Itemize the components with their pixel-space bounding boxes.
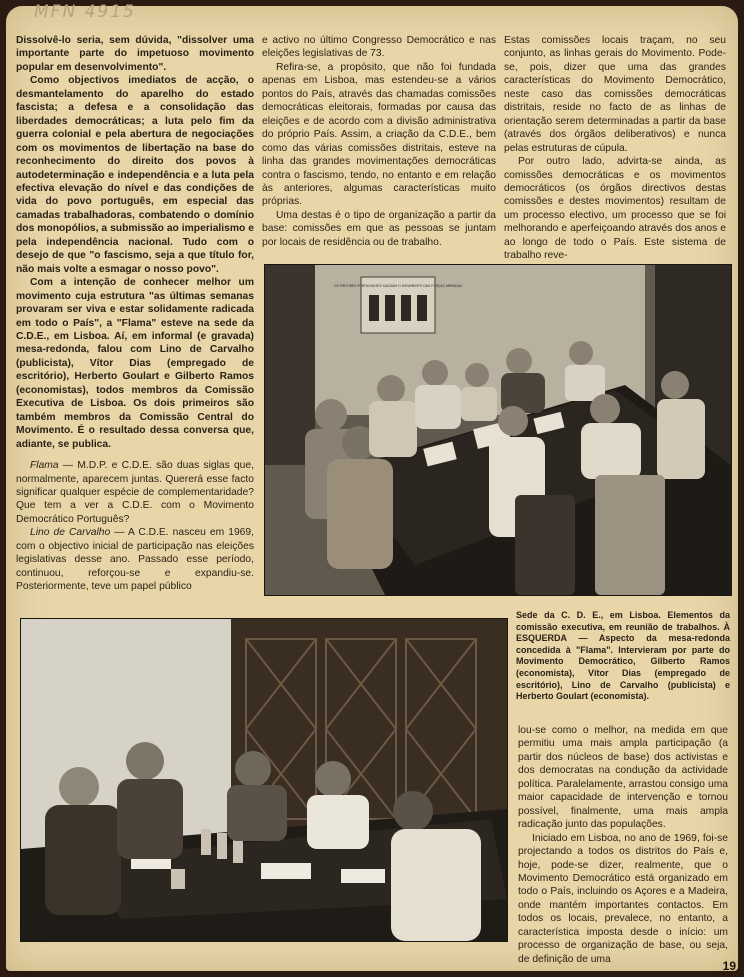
lead-paragraph-3: Com a intenção de conhecer melhor um movimento cuja estrutura "as últimas semanas provaram ser viva e estar solidamente radicada em todo o País", a "Flama" esteve na sede da C.D.E., em Lisboa. Aí, em informal (e gravada) mesa-redonda, falou com Lino de Carvalho (publicista), Vítor Dias (empregado de escritório), Herberto Goulart e Gilberto Ramos (economistas), todos membros da Comissão Executiva de Lisboa. Os dois primeiros são também membros da Comissão Central do Movimento. É o resultado dessa conversa que, adiante, se publica. <box>16 277 254 450</box>
poster-text: OS PINTORES PORTUGUESES SAÚDAM O MOVIMENTO DAS FORÇAS ARMADAS <box>333 284 463 288</box>
question-speaker: Flama <box>30 460 59 472</box>
answer-speaker: Lino de Carvalho <box>30 527 111 539</box>
question-text: M.D.P. e C.D.E. são duas siglas que, normalmente, aparecem juntas. Quererá esse facto significar qualquer espécie de complementaridade? Que tem a ver a C.D.E. com o Movimento Democrático Português? <box>16 460 254 525</box>
col3-paragraph-1: Estas comissões locais traçam, no seu conjunto, as linhas gerais do Movimento. Pode-se, pois, dizer que uma das grandes características do Movimento Democrático, neste caso das comissões democráticas distritais, reside no facto de as linhas de orientação serem determinadas a partir da base (através dos órgãos deliberativos) e nunca pelas estruturas de cúpula. <box>504 35 726 154</box>
col2-paragraph-1: e activo no último Congresso Democrático e nas eleições legislativas de 73. <box>262 35 496 60</box>
col3-paragraph-2: Por outro lado, advirta-se ainda, as comissões democráticas e os movimentos democráticos (os órgãos directivos destas comissões e destes movimentos) resultam de um processo electivo, um processo que se foi melhorando e aperfeiçoando através dos anos e ao longo de todo o País. Este sistema de trabalho reve- <box>504 156 726 262</box>
magazine-page <box>6 2 738 973</box>
round-table-photo <box>20 618 508 942</box>
lead-paragraph-1: Dissolvê-lo seria, sem dúvida, "dissolver uma importante parte do impetuoso movimento popular em desenvolvimento". <box>16 35 254 73</box>
col2-paragraph-3: Uma destas é o tipo de organização a partir da base: comissões em que as pessoas se juntam por locais de residência ou de trabalho. <box>262 209 496 248</box>
page-number: 19 <box>722 959 736 973</box>
text-column-2 <box>262 34 496 249</box>
text-column-1 <box>16 34 254 594</box>
round-table-illustration <box>21 619 507 941</box>
photo-caption: Sede da C. D. E., em Lisboa. Elementos da comissão executiva, em reunião de trabalhos. À ESQUERDA — Aspecto da mesa-redonda concedida à "Flama". Intervieram por parte do Movimento Democrático, Gilberto Ramos (economista), Vítor Dias (empregado de escritório), Lino de Carvalho (publicista) e Herberto Goulart (economista). <box>516 610 730 702</box>
lead-paragraph-2: Como objectivos imediatos de acção, o desmantelamento do aparelho do estado fascista; a defesa e a consolidação das liberdades democráticas; a luta pelo fim da guerra colonial e pela abertura de negociações com os movimentos de libertação na base do reconhecimento do direito dos povos à autodeterminação e independência e a luta pela efectiva elevação do nível e das condições de vida do povo português, em especial das camadas trabalhadoras, combatendo o domínio dos monopólios, a submissão ao imperialismo e pela independência nacional. Tudo com o desejo de que "o fascismo, seja a que título for, não mais volte a esmagar o nosso povo". <box>16 75 254 275</box>
meeting-photo-illustration <box>265 265 731 595</box>
lower-paragraph-1: lou-se como o melhor, na medida em que permitiu uma mais ampla participação (a partir dos núcleos de base) dos activistas e dos democratas na condução da actividade política. Paralelamente, arrastou consigo uma maior capacidade de intervenção e tornou possível, finalmente, uma mais ampla radicação junto das populações. <box>518 725 728 831</box>
text-column-lower <box>518 724 728 966</box>
text-column-3 <box>504 34 726 263</box>
lower-paragraph-2: Iniciado em Lisboa, no ano de 1969, foi-se projectando a todos os distritos do País e, hoje, pode-se dizer, realmente, que o Movimento Democrático está organizado em todo o País, incluindo os Açores e a Madeira, onde mantém importantes contactos. Em todos os locais, prevalece, no entanto, a característica imposta desde o início: um processo de organização de base, ou seja, de definição de uma <box>518 832 728 965</box>
meeting-photo <box>264 264 732 596</box>
handwritten-note: MFN 4915 <box>34 2 136 22</box>
answer-text: A C.D.E. nasceu em 1969, com o objectivo inicial de participação nas eleições legislativas desse ano. Passado esse período, continuou, reforçou-se e expandiu-se. Posteriormente, teve um papel público <box>16 527 254 593</box>
col2-paragraph-2: Refira-se, a propósito, que não foi fundada apenas em Lisboa, mas estendeu-se a vários pontos do País, através das chamadas comissões democráticas eleitorais, formadas por causa das eleições e de acordo com a divisão administrativa do próprio País. Assim, a criação da C.D.E., bem como das várias comissões distritais, esteve na linha das grandes movimentações democráticas contra o fascismo, tendo, no entanto e em relação às anteriores, algumas características muito próprias. <box>262 61 496 208</box>
interview-answer: Lino de Carvalho — A C.D.E. nasceu em 1969, com o objectivo inicial de participação nas eleições legislativas desse ano. Passado esse período, continuou, reforçou-se e expandiu-se. Posteriormente, teve um papel público <box>16 527 254 593</box>
interview-question: Flama — M.D.P. e C.D.E. são duas siglas que, normalmente, aparecem juntas. Quererá esse facto significar qualquer espécie de complementaridade? Que tem a ver a C.D.E. com o Movimento Democrático Português? <box>16 460 254 525</box>
